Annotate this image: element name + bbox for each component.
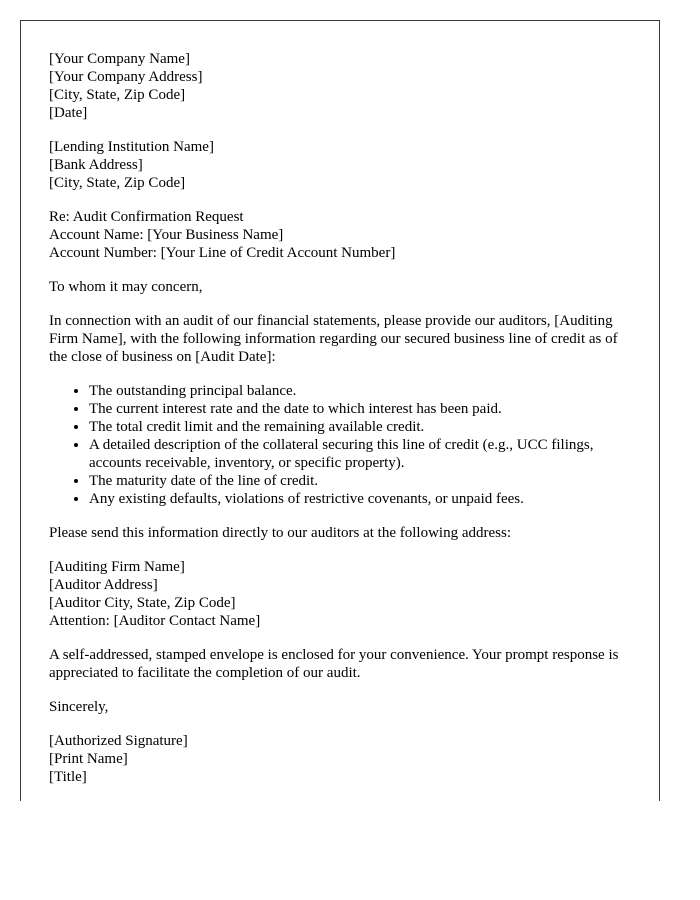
salutation: To whom it may concern,: [49, 279, 203, 295]
closing-paragraph: A self-addressed, stamped envelope is enclosed for your convenience. Your prompt response is appreciated to facilitate the completion of our audit.: [49, 647, 619, 681]
letter-date: [Date]: [49, 105, 88, 121]
recipient-bank-address: [Bank Address]: [49, 157, 143, 173]
auditor-block: [49, 558, 639, 630]
send-instruction: Please send this information directly to our auditors at the following address:: [49, 525, 511, 541]
auditor-address: [Auditor Address]: [49, 577, 158, 593]
sender-company-name: [Your Company Name]: [49, 51, 190, 67]
recipient-block: [49, 138, 639, 192]
intro-paragraph: In connection with an audit of our financial statements, please provide our auditors, [Auditing Firm Name], with the following information regarding our secured business line of credit as of the close of business on [Audit Date]:: [49, 313, 618, 365]
sender-company-address: [Your Company Address]: [49, 69, 203, 85]
auditor-attention: Attention: [Auditor Contact Name]: [49, 613, 261, 629]
list-item: • Any existing defaults, violations of restrictive covenants, or unpaid fees.: [89, 490, 639, 508]
closing: Sincerely,: [49, 699, 109, 715]
letter-content: [49, 50, 639, 802]
auditor-firm-name: [Auditing Firm Name]: [49, 559, 185, 575]
signature-block: [49, 732, 639, 786]
letter-page: [20, 20, 660, 801]
list-item: • The maturity date of the line of credit.: [89, 472, 639, 490]
account-number-line: Account Number: [Your Line of Credit Account Number]: [49, 245, 396, 261]
sender-block: [49, 50, 639, 122]
list-item: • A detailed description of the collateral securing this line of credit (e.g., UCC filings, accounts receivable, inventory, or specific property).: [89, 436, 639, 472]
requested-items-list: [49, 382, 639, 508]
print-name: [Print Name]: [49, 751, 128, 767]
auditor-city-state-zip: [Auditor City, State, Zip Code]: [49, 595, 236, 611]
account-name-line: Account Name: [Your Business Name]: [49, 227, 284, 243]
signer-title: [Title]: [49, 769, 87, 785]
sender-city-state-zip: [City, State, Zip Code]: [49, 87, 186, 103]
recipient-institution-name: [Lending Institution Name]: [49, 139, 214, 155]
reference-block: [49, 208, 639, 262]
authorized-signature: [Authorized Signature]: [49, 733, 188, 749]
list-item: • The current interest rate and the date to which interest has been paid.: [89, 400, 639, 418]
list-item: • The outstanding principal balance.: [89, 382, 639, 400]
recipient-city-state-zip: [City, State, Zip Code]: [49, 175, 186, 191]
list-item: • The total credit limit and the remaining available credit.: [89, 418, 639, 436]
subject-line: Re: Audit Confirmation Request: [49, 209, 244, 225]
